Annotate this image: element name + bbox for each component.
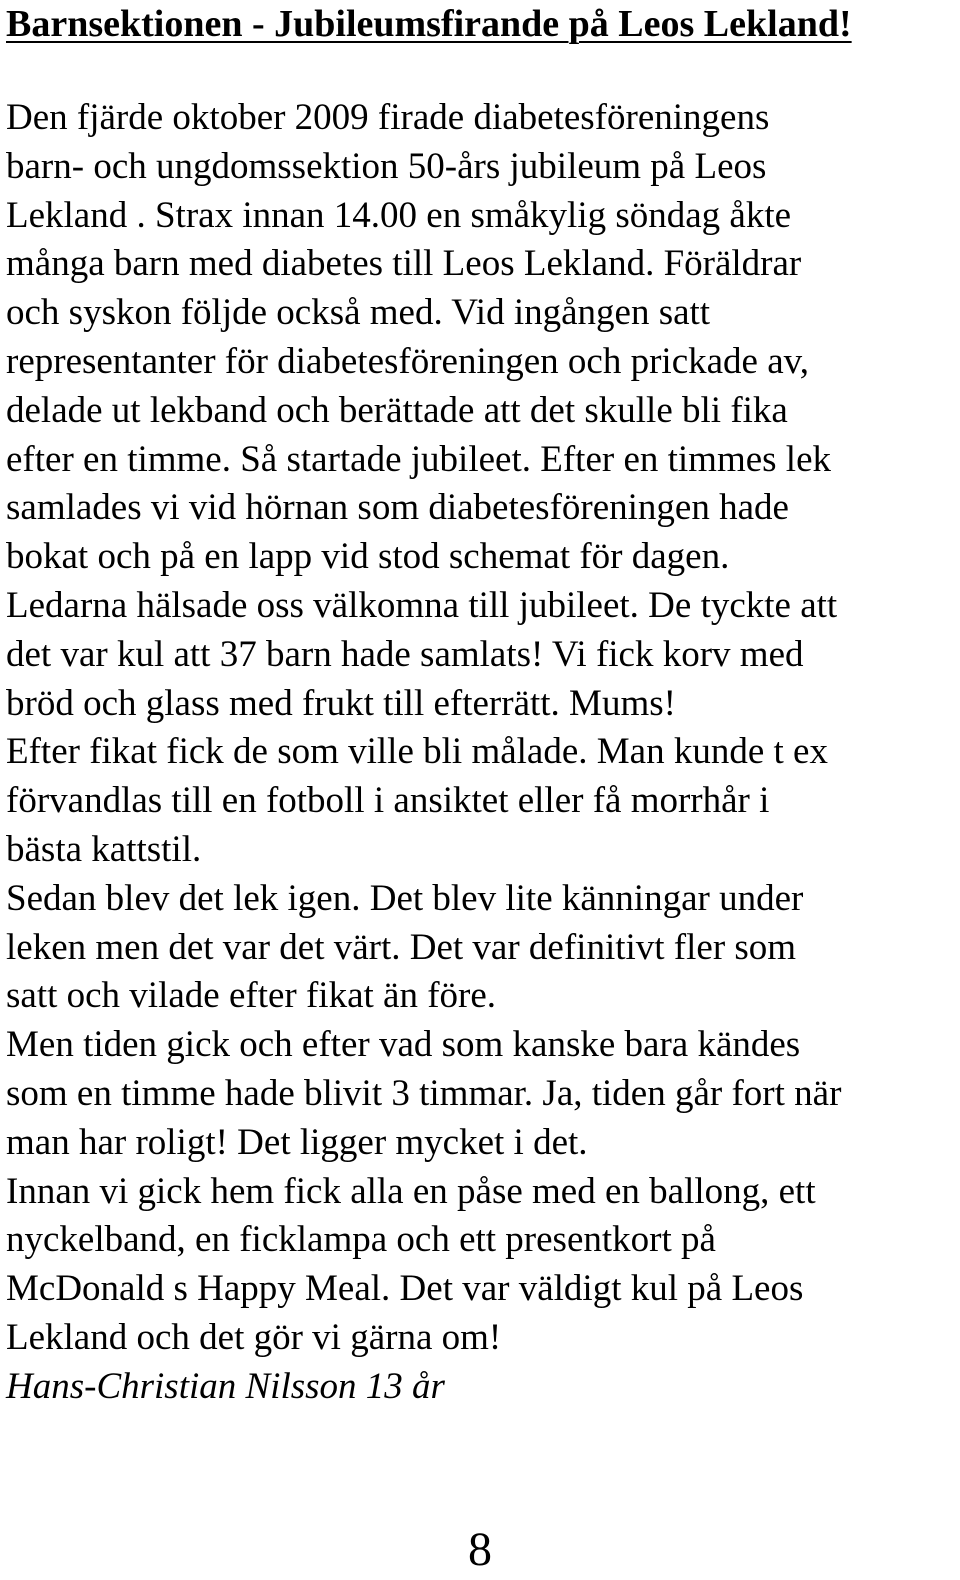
author-signature: Hans-Christian Nilsson 13 år — [6, 1365, 445, 1407]
body-line: det var kul att 37 barn hade samlats! Vi fick korv med — [6, 633, 804, 675]
body-line: leken men det var det värt. Det var definitivt fler som — [6, 926, 797, 968]
body-line: och syskon följde också med. Vid ingången satt — [6, 292, 711, 334]
body-line: Den fjärde oktober 2009 firade diabetesföreningens — [6, 97, 770, 138]
body-line: Lekland . Strax innan 14.00 en småkylig söndag åkte — [6, 194, 792, 236]
body-line: McDonald s Happy Meal. Det var väldigt kul på Leos — [6, 1268, 804, 1310]
body-line: Ledarna hälsade oss välkomna till jubileet. De tyckte att — [6, 584, 838, 626]
body-line: bokat och på en lapp vid stod schemat för dagen. — [6, 536, 730, 578]
article-body — [6, 94, 960, 1412]
body-line: representanter för diabetesföreningen och prickade av, — [6, 340, 809, 382]
article-title: Barnsektionen - Jubileumsfirande på Leos Lekland! — [6, 3, 852, 45]
page-number: 8 — [468, 1523, 492, 1576]
body-line: satt och vilade efter fikat än före. — [6, 975, 497, 1017]
body-line: Men tiden gick och efter vad som kanske bara kändes — [6, 1024, 801, 1066]
body-line: barn- och ungdomssektion 50-års jubileum på Leos — [6, 145, 767, 187]
body-line: man har roligt! Det ligger mycket i det. — [6, 1121, 588, 1163]
body-line: Innan vi gick hem fick alla en påse med en ballong, ett — [6, 1170, 816, 1212]
body-line: Efter fikat fick de som ville bli målade. Man kunde t ex — [6, 731, 828, 773]
body-line: som en timme hade blivit 3 timmar. Ja, tiden går fort när — [6, 1072, 842, 1114]
body-line: bästa kattstil. — [6, 828, 202, 870]
body-line: Lekland och det gör vi gärna om! — [6, 1316, 502, 1358]
body-line: delade ut lekband och berättade att det skulle bli fika — [6, 389, 788, 431]
body-line: bröd och glass med frukt till efterrätt. Mums! — [6, 682, 676, 724]
body-line: Sedan blev det lek igen. Det blev lite känningar under — [6, 877, 804, 919]
body-line: nyckelband, en ficklampa och ett presentkort på — [6, 1219, 716, 1261]
body-line: många barn med diabetes till Leos Lekland. Föräldrar — [6, 243, 802, 285]
body-line: samlades vi vid hörnan som diabetesföreningen hade — [6, 487, 789, 529]
body-line: förvandlas till en fotboll i ansiktet eller få morrhår i — [6, 780, 770, 822]
body-line: efter en timme. Så startade jubileet. Efter en timmes lek — [6, 438, 832, 480]
